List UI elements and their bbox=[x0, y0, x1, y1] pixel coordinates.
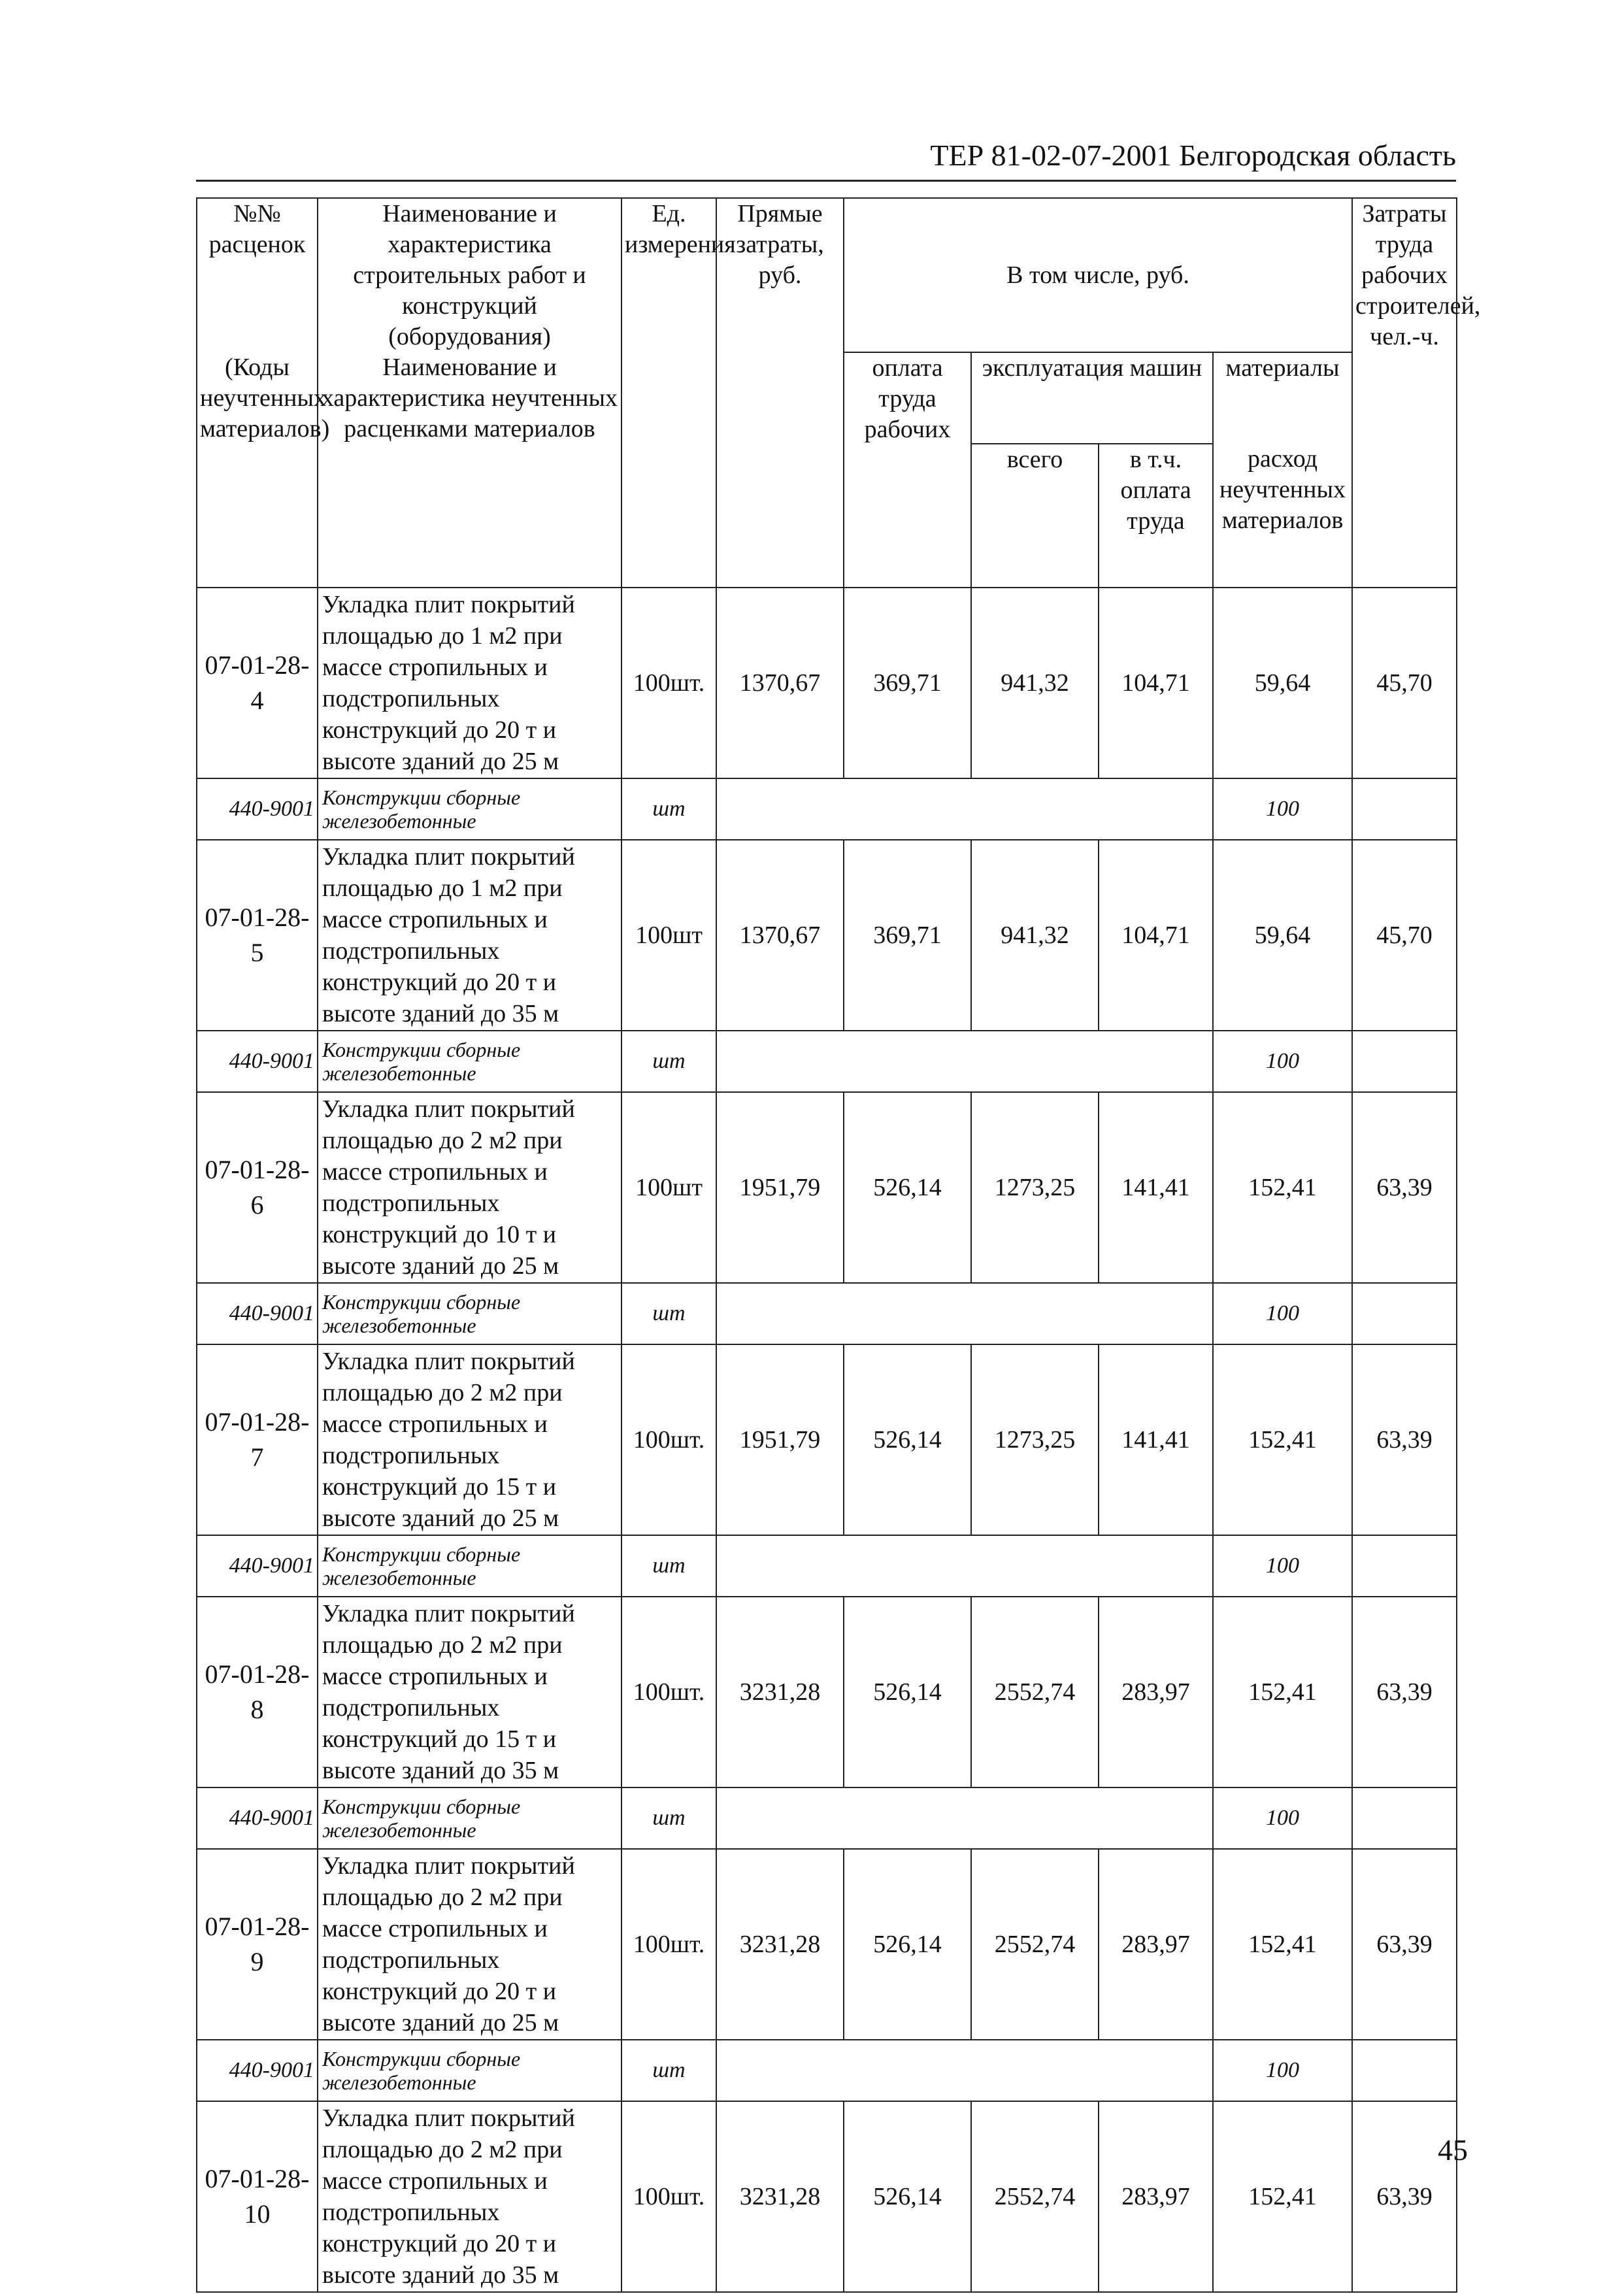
rate-unit: 100шт. bbox=[621, 1849, 716, 2040]
material-labor-empty bbox=[1352, 2040, 1457, 2101]
rate-code: 07-01-28-9 bbox=[197, 1849, 318, 2040]
material-empty bbox=[716, 1283, 1213, 1344]
header-including: В том числе, руб. bbox=[844, 198, 1352, 352]
material-labor-empty bbox=[1352, 1535, 1457, 1597]
rate-wage: 526,14 bbox=[844, 1597, 971, 1787]
material-unit: шт bbox=[621, 778, 716, 840]
material-row bbox=[197, 778, 1457, 840]
header-rate-numbers: №№ расценок bbox=[197, 198, 318, 352]
rate-materials: 152,41 bbox=[1213, 1092, 1352, 1283]
rate-row bbox=[197, 1092, 1457, 1283]
header-materials: материалы bbox=[1213, 352, 1352, 444]
rate-name: Укладка плит покрытий площадью до 2 м2 при массе стропильных и подстропильных конструкций до 10 т и высоте зданий до 25 м bbox=[318, 1092, 621, 1283]
document-header bbox=[196, 136, 1456, 182]
rate-direct-costs: 1951,79 bbox=[716, 1092, 844, 1283]
material-consumption: 100 bbox=[1213, 1031, 1352, 1092]
material-code: 440-9001 bbox=[197, 1535, 318, 1597]
rate-materials: 152,41 bbox=[1213, 1849, 1352, 2040]
rate-machines-total: 1273,25 bbox=[971, 1344, 1099, 1535]
rate-direct-costs: 3231,28 bbox=[716, 2101, 844, 2292]
rate-row bbox=[197, 1344, 1457, 1535]
rate-row bbox=[197, 840, 1457, 1031]
material-code: 440-9001 bbox=[197, 1031, 318, 1092]
rate-machines-total: 941,32 bbox=[971, 840, 1099, 1031]
rate-unit: 100шт. bbox=[621, 588, 716, 778]
rate-direct-costs: 1370,67 bbox=[716, 840, 844, 1031]
rate-machines-wage: 283,97 bbox=[1099, 1849, 1213, 2040]
rate-name: Укладка плит покрытий площадью до 2 м2 при массе стропильных и подстропильных конструкций до 15 т и высоте зданий до 35 м bbox=[318, 1597, 621, 1787]
rate-name: Укладка плит покрытий площадью до 2 м2 при массе стропильных и подстропильных конструкций до 20 т и высоте зданий до 25 м bbox=[318, 1849, 621, 2040]
rate-labor-costs: 63,39 bbox=[1352, 1092, 1457, 1283]
rate-materials: 59,64 bbox=[1213, 588, 1352, 778]
rate-machines-total: 941,32 bbox=[971, 588, 1099, 778]
rate-unit: 100шт. bbox=[621, 1597, 716, 1787]
rate-machines-total: 2552,74 bbox=[971, 1597, 1099, 1787]
header-labor-costs: Затраты труда рабочих строителей, чел.-ч. bbox=[1352, 198, 1457, 588]
material-unit: шт bbox=[621, 1787, 716, 1849]
material-labor-empty bbox=[1352, 1031, 1457, 1092]
rate-wage: 526,14 bbox=[844, 1344, 971, 1535]
material-unit: шт bbox=[621, 1031, 716, 1092]
header-direct-costs: Прямые затраты, руб. bbox=[716, 198, 844, 588]
rate-direct-costs: 3231,28 bbox=[716, 1597, 844, 1787]
material-unit: шт bbox=[621, 1283, 716, 1344]
rate-name: Укладка плит покрытий площадью до 1 м2 при массе стропильных и подстропильных конструкций до 20 т и высоте зданий до 35 м bbox=[318, 840, 621, 1031]
material-code: 440-9001 bbox=[197, 1787, 318, 1849]
material-name: Конструкции сборные железобетонные bbox=[318, 1787, 621, 1849]
material-empty bbox=[716, 1787, 1213, 1849]
rate-name: Укладка плит покрытий площадью до 2 м2 при массе стропильных и подстропильных конструкций до 15 т и высоте зданий до 25 м bbox=[318, 1344, 621, 1535]
material-name: Конструкции сборные железобетонные bbox=[318, 1535, 621, 1597]
rate-machines-wage: 104,71 bbox=[1099, 840, 1213, 1031]
material-unit: шт bbox=[621, 2040, 716, 2101]
material-empty bbox=[716, 1031, 1213, 1092]
rate-wage: 369,71 bbox=[844, 588, 971, 778]
rate-machines-wage: 283,97 bbox=[1099, 2101, 1213, 2292]
material-row bbox=[197, 1031, 1457, 1092]
material-consumption: 100 bbox=[1213, 1787, 1352, 1849]
material-labor-empty bbox=[1352, 778, 1457, 840]
material-empty bbox=[716, 2040, 1213, 2101]
header-machines-total: всего bbox=[971, 444, 1099, 582]
rate-unit: 100шт bbox=[621, 1092, 716, 1283]
header-materials-consumption: расход неучтенных материалов bbox=[1213, 444, 1352, 582]
material-row bbox=[197, 2040, 1457, 2101]
header-rule bbox=[196, 180, 1456, 182]
material-code: 440-9001 bbox=[197, 778, 318, 840]
material-labor-empty bbox=[1352, 1787, 1457, 1849]
rate-code: 07-01-28-4 bbox=[197, 588, 318, 778]
rate-row bbox=[197, 1597, 1457, 1787]
material-consumption: 100 bbox=[1213, 2040, 1352, 2101]
rate-labor-costs: 63,39 bbox=[1352, 2101, 1457, 2292]
rates-table bbox=[196, 197, 1481, 2293]
rate-machines-wage: 104,71 bbox=[1099, 588, 1213, 778]
header-wage: оплата труда рабочих bbox=[844, 352, 971, 588]
rate-unit: 100шт. bbox=[621, 1344, 716, 1535]
rate-row bbox=[197, 588, 1457, 778]
material-labor-empty bbox=[1352, 1283, 1457, 1344]
rate-materials: 152,41 bbox=[1213, 2101, 1352, 2292]
rate-code: 07-01-28-6 bbox=[197, 1092, 318, 1283]
rate-wage: 369,71 bbox=[844, 840, 971, 1031]
header-machines-wage: в т.ч. оплата труда bbox=[1099, 444, 1213, 582]
rate-name: Укладка плит покрытий площадью до 2 м2 при массе стропильных и подстропильных конструкций до 20 т и высоте зданий до 35 м bbox=[318, 2101, 621, 2292]
material-empty bbox=[716, 1535, 1213, 1597]
material-empty bbox=[716, 778, 1213, 840]
rate-direct-costs: 1370,67 bbox=[716, 588, 844, 778]
material-name: Конструкции сборные железобетонные bbox=[318, 1283, 621, 1344]
rate-wage: 526,14 bbox=[844, 2101, 971, 2292]
header-material-codes: (Коды неучтенных материалов) bbox=[197, 352, 318, 588]
header-unit: Ед. измерения bbox=[621, 198, 716, 588]
rate-code: 07-01-28-10 bbox=[197, 2101, 318, 2292]
rate-code: 07-01-28-5 bbox=[197, 840, 318, 1031]
rate-labor-costs: 45,70 bbox=[1352, 840, 1457, 1031]
material-consumption: 100 bbox=[1213, 1535, 1352, 1597]
rate-direct-costs: 3231,28 bbox=[716, 1849, 844, 2040]
material-row bbox=[197, 1787, 1457, 1849]
rate-machines-total: 2552,74 bbox=[971, 1849, 1099, 2040]
rate-materials: 59,64 bbox=[1213, 840, 1352, 1031]
material-name: Конструкции сборные железобетонные bbox=[318, 1031, 621, 1092]
rate-wage: 526,14 bbox=[844, 1849, 971, 2040]
rate-labor-costs: 45,70 bbox=[1352, 588, 1457, 778]
material-consumption: 100 bbox=[1213, 1283, 1352, 1344]
rate-code: 07-01-28-8 bbox=[197, 1597, 318, 1787]
rate-materials: 152,41 bbox=[1213, 1597, 1352, 1787]
rate-wage: 526,14 bbox=[844, 1092, 971, 1283]
header-machines: эксплуатация машин bbox=[971, 352, 1213, 444]
rate-direct-costs: 1951,79 bbox=[716, 1344, 844, 1535]
header-material-name: Наименование и характеристика неучтенных расценками материалов bbox=[318, 352, 621, 588]
rate-row bbox=[197, 2101, 1457, 2292]
rate-materials: 152,41 bbox=[1213, 1344, 1352, 1535]
page-number: 45 bbox=[1438, 2133, 1468, 2167]
rate-labor-costs: 63,39 bbox=[1352, 1344, 1457, 1535]
document-title: ТЕР 81-02-07-2001 Белгородская область bbox=[930, 139, 1456, 172]
rate-machines-total: 1273,25 bbox=[971, 1092, 1099, 1283]
material-code: 440-9001 bbox=[197, 1283, 318, 1344]
material-code: 440-9001 bbox=[197, 2040, 318, 2101]
material-name: Конструкции сборные железобетонные bbox=[318, 778, 621, 840]
rate-machines-total: 2552,74 bbox=[971, 2101, 1099, 2292]
rate-row bbox=[197, 1849, 1457, 2040]
material-consumption: 100 bbox=[1213, 778, 1352, 840]
rate-labor-costs: 63,39 bbox=[1352, 1597, 1457, 1787]
header-work-name: Наименование и характеристика строительных работ и конструкций (оборудования) bbox=[318, 198, 621, 352]
rate-labor-costs: 63,39 bbox=[1352, 1849, 1457, 2040]
material-row bbox=[197, 1535, 1457, 1597]
rate-unit: 100шт. bbox=[621, 2101, 716, 2292]
rate-machines-wage: 141,41 bbox=[1099, 1344, 1213, 1535]
rate-unit: 100шт bbox=[621, 840, 716, 1031]
rate-name: Укладка плит покрытий площадью до 1 м2 при массе стропильных и подстропильных конструкций до 20 т и высоте зданий до 25 м bbox=[318, 588, 621, 778]
rate-code: 07-01-28-7 bbox=[197, 1344, 318, 1535]
rate-machines-wage: 283,97 bbox=[1099, 1597, 1213, 1787]
material-unit: шт bbox=[621, 1535, 716, 1597]
rate-machines-wage: 141,41 bbox=[1099, 1092, 1213, 1283]
material-name: Конструкции сборные железобетонные bbox=[318, 2040, 621, 2101]
material-row bbox=[197, 1283, 1457, 1344]
